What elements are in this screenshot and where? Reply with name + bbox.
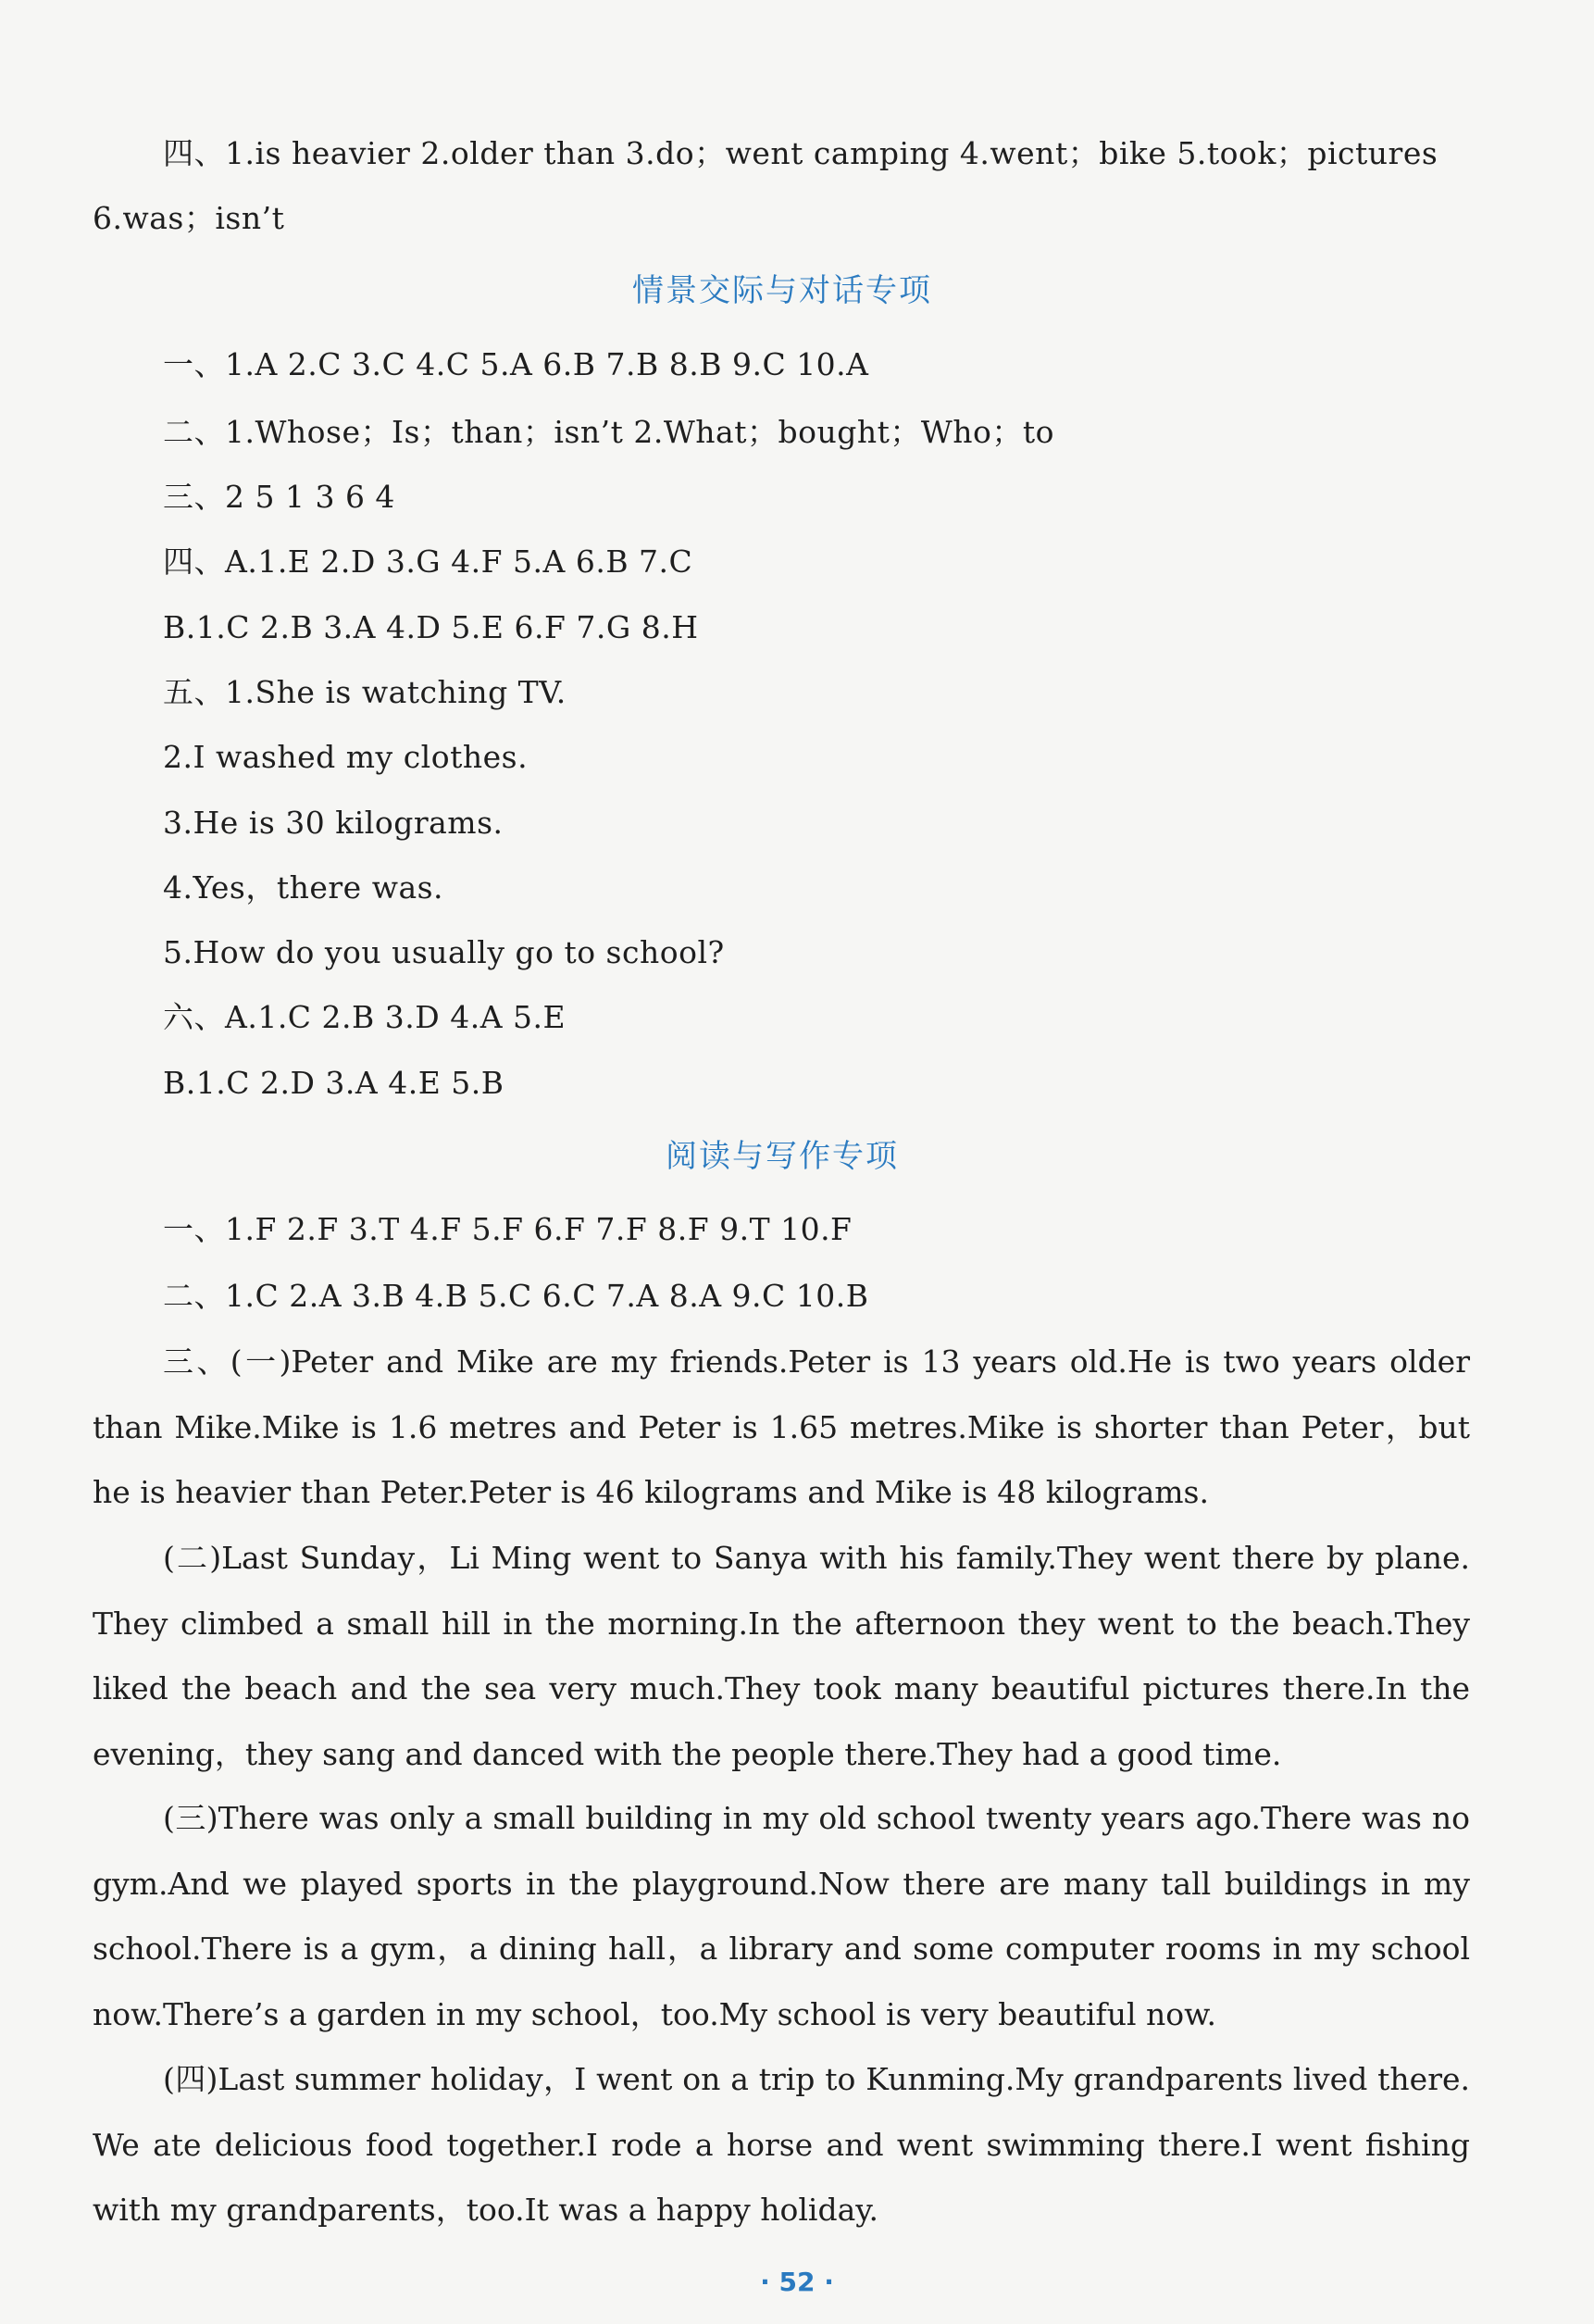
page-number: · 52 ·: [760, 2267, 834, 2297]
answer-line: 4.Yes，there was.: [163, 869, 444, 906]
answer-line: 四、A.1.E 2.D 3.G 4.F 5.A 6.B 7.C: [163, 544, 693, 580]
answer-line: 一、1.A 2.C 3.C 4.C 5.A 6.B 7.B 8.B 9.C 10.A: [163, 346, 869, 382]
answer-line: 五、1.She is watching TV.: [163, 674, 567, 710]
answer-line: 二、1.C 2.A 3.B 4.B 5.C 6.C 7.A 8.A 9.C 10.B: [163, 1278, 869, 1314]
answer-line: 3.He is 30 kilograms.: [163, 805, 504, 841]
answer-line: 5.How do you usually go to school?: [163, 934, 725, 970]
writing-paragraph: 三、(一)Peter and Mike are my friends.Peter is 13 years old.He is two years older than Mike.Mike is 1.6 metres and Peter is 1.65 metres.Mike is shorter than Peter，but he is heavier than Peter.Peter is 46 kilograms and Mike is 48 kilograms.: [93, 1343, 1470, 1510]
writing-paragraph: (三)There was only a small building in my old school twenty years ago.There was no gym.And we played sports in the playground.Now there are many tall buildings in my school.There is a gym，a dining hall，a library and some computer rooms in my school now.There’s a garden in my school，too.My school is very beautiful now.: [93, 1800, 1470, 2032]
answer-line: 三、2 5 1 3 6 4: [163, 479, 395, 515]
answer-line: 四、1.is heavier 2.older than 3.do；went camping 4.went；bike 5.took；pictures: [163, 135, 1438, 171]
answer-line: B.1.C 2.D 3.A 4.E 5.B: [163, 1065, 504, 1101]
answer-line: 六、A.1.C 2.B 3.D 4.A 5.E: [163, 999, 567, 1035]
writing-paragraph: (四)Last summer holiday，I went on a trip to Kunming.My grandparents lived there. We ate delicious food together.I rode a horse and went swimming there.I went fishing with my grandparents，too.It was a happy holiday.: [93, 2061, 1470, 2228]
section-heading: 阅读与写作专项: [666, 1138, 899, 1175]
answer-line: 2.I washed my clothes.: [163, 739, 529, 775]
writing-paragraph: (二)Last Sunday，Li Ming went to Sanya with his family.They went there by plane. They climbed a small hill in the morning.In the afternoon they went to the beach.They liked the beach and the sea very much.They took many beautiful pictures there.In the evening，they sang and danced with the people there.They had a good time.: [93, 1540, 1470, 1772]
answer-line: 6.was；isn’t: [93, 200, 285, 236]
answer-line: B.1.C 2.B 3.A 4.D 5.E 6.F 7.G 8.H: [163, 609, 699, 645]
section-heading: 情景交际与对话专项: [632, 272, 932, 309]
answer-line: 一、1.F 2.F 3.T 4.F 5.F 6.F 7.F 8.F 9.T 10.F: [163, 1211, 853, 1247]
answer-line: 二、1.Whose；Is；than；isn’t 2.What；bought；Who；to: [163, 414, 1055, 450]
